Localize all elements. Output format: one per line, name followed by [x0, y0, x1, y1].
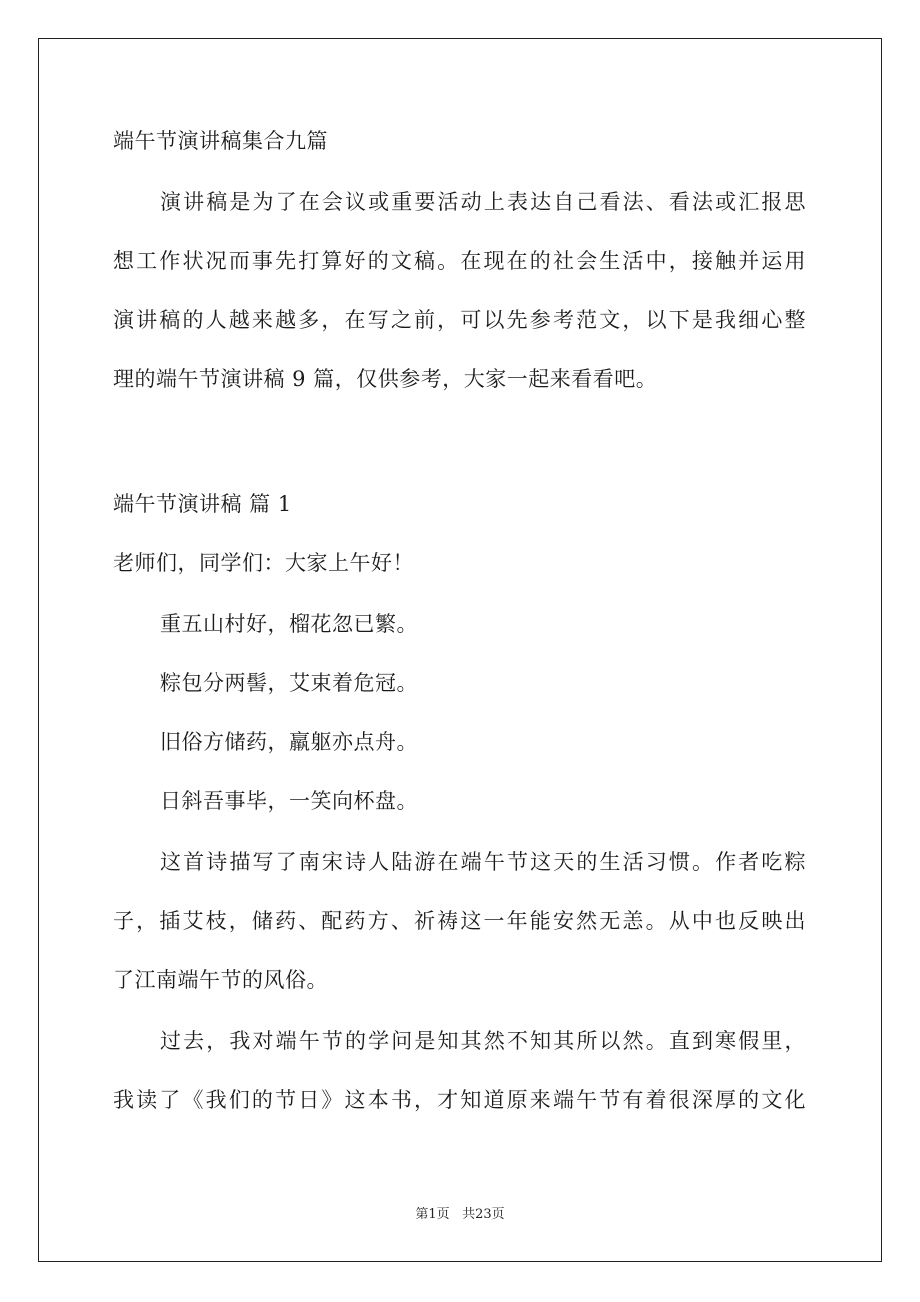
footer-page-number: 1 [428, 1207, 437, 1222]
document-title: 端午节演讲稿集合九篇 [113, 129, 328, 153]
footer-total-prefix: 共 [462, 1207, 476, 1222]
poem-line-3: 旧俗方储药，羸躯亦点舟。 [160, 730, 418, 754]
para2-line-1: 这首诗描写了南宋诗人陆游在端午节这天的生活习惯。作者吃粽 [160, 850, 806, 874]
poem-line-2: 粽包分两髻，艾束着危冠。 [160, 671, 418, 695]
poem-line-1: 重五山村好，榴花忽已繁。 [160, 612, 418, 636]
para2-line-3: 了江南端午节的风俗。 [113, 968, 328, 992]
intro-line-2: 想工作状况而事先打算好的文稿。在现在的社会生活中，接触并运用 [113, 249, 806, 273]
section-heading: 端午节演讲稿 篇 1 [113, 492, 292, 516]
poem-line-4: 日斜吾事毕，一笑向杯盘。 [160, 789, 418, 813]
intro-line-1: 演讲稿是为了在会议或重要活动上表达自己看法、看法或汇报思 [160, 190, 806, 214]
greeting: 老师们，同学们：大家上午好！ [113, 551, 414, 575]
footer-total-pages: 23 [475, 1207, 492, 1222]
page-frame [38, 38, 882, 1262]
footer-total-suffix: 页 [491, 1207, 505, 1222]
footer-page-prefix: 第 [415, 1207, 429, 1222]
footer-page-suffix: 页 [436, 1207, 450, 1222]
para3-line-2: 我读了《我们的节日》这本书，才知道原来端午节有着很深厚的文化 [113, 1088, 806, 1112]
page-footer [0, 1206, 920, 1224]
intro-line-4: 理的端午节演讲稿 9 篇，仅供参考，大家一起来看看吧。 [113, 367, 658, 391]
intro-line-3: 演讲稿的人越来越多，在写之前，可以先参考范文，以下是我细心整 [113, 308, 806, 332]
para2-line-2: 子，插艾枝，储药、配药方、祈祷这一年能安然无恙。从中也反映出 [113, 909, 806, 933]
para3-line-1: 过去，我对端午节的学问是知其然不知其所以然。直到寒假里， [160, 1029, 806, 1053]
